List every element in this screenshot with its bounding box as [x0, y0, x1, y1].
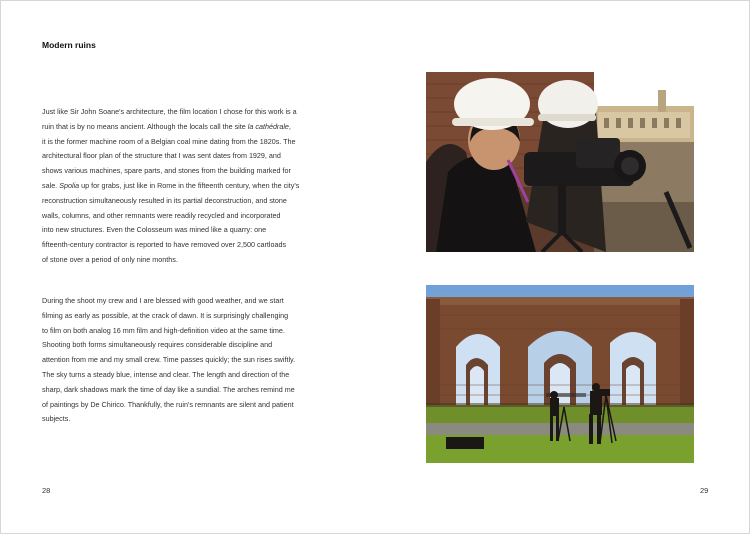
text-line: reconstruction simultaneously resulted in its partial deconstruction, and stone [42, 195, 287, 205]
text-line: it is the former machine room of a Belgian coal mine dating from the 1820s. The [42, 136, 296, 146]
paragraph-shoot [42, 294, 342, 427]
text-line: architectural floor plan of the structure that I was sent dates from 1929, and [42, 151, 281, 161]
text-run: sale. [42, 180, 60, 190]
text-line: shows various machines, spare parts, and stones from the building marked for [42, 166, 291, 176]
text-line [42, 120, 342, 135]
text-line: to film on both analog 16 mm film and high-definition video at the same time. [42, 325, 285, 335]
photo-ruin-arches [426, 285, 694, 463]
text-line: attention from me and my small crew. Time passes quickly; the sun rises swiftly. [42, 355, 296, 365]
text-line: During the shoot my crew and I are blessed with good weather, and we start [42, 296, 284, 305]
text-run: up for grabs, just like in Rome in the fifteenth century, when the city's [79, 180, 300, 190]
text-line: of paintings by De Chirico. Thankfully, the ruin's remnants are silent and patient [42, 399, 294, 409]
paragraph-modern-ruins [42, 105, 342, 268]
text-line: filming as early as possible, at the crack of dawn. It is surprisingly challenging [42, 310, 289, 320]
text-run: ruin that is by no means ancient. Although the locals call the site [42, 121, 248, 131]
text-run: , [288, 121, 291, 131]
page-number-right: 29 [700, 486, 709, 495]
photo-crew-with-camera [426, 72, 694, 252]
text-line: Shooting both forms simultaneously requires considerable discipline and [42, 340, 273, 350]
italic-site-name: la cathédrale [247, 121, 289, 131]
text-line: The sky turns a steady blue, intense and clear. The length and direction of the [42, 369, 290, 379]
text-line: walls, columns, and other remnants were readily recycled and incorporated [42, 210, 281, 220]
page-title: Modern ruins [42, 40, 96, 50]
text-line: sharp, dark shadows mark the time of day like a sundial. The arches remind me [42, 384, 295, 394]
photo-ruin-illustration [426, 285, 694, 463]
text-line: Just like Sir John Soane's architecture, the film location I chose for this work is a [42, 107, 297, 116]
text-line [42, 179, 342, 194]
text-line: of stone over a period of only nine months. [42, 254, 178, 264]
page-number-left: 28 [42, 486, 51, 495]
text-line: into new structures. Even the Colosseum was mined like a quarry: one [42, 225, 267, 235]
photo-crew-illustration [426, 72, 694, 252]
text-line: fifteenth-century contractor is reported to have removed over 2,500 cartloads [42, 240, 287, 250]
italic-spolia: Spolia [59, 180, 80, 190]
text-line: subjects. [42, 414, 71, 424]
